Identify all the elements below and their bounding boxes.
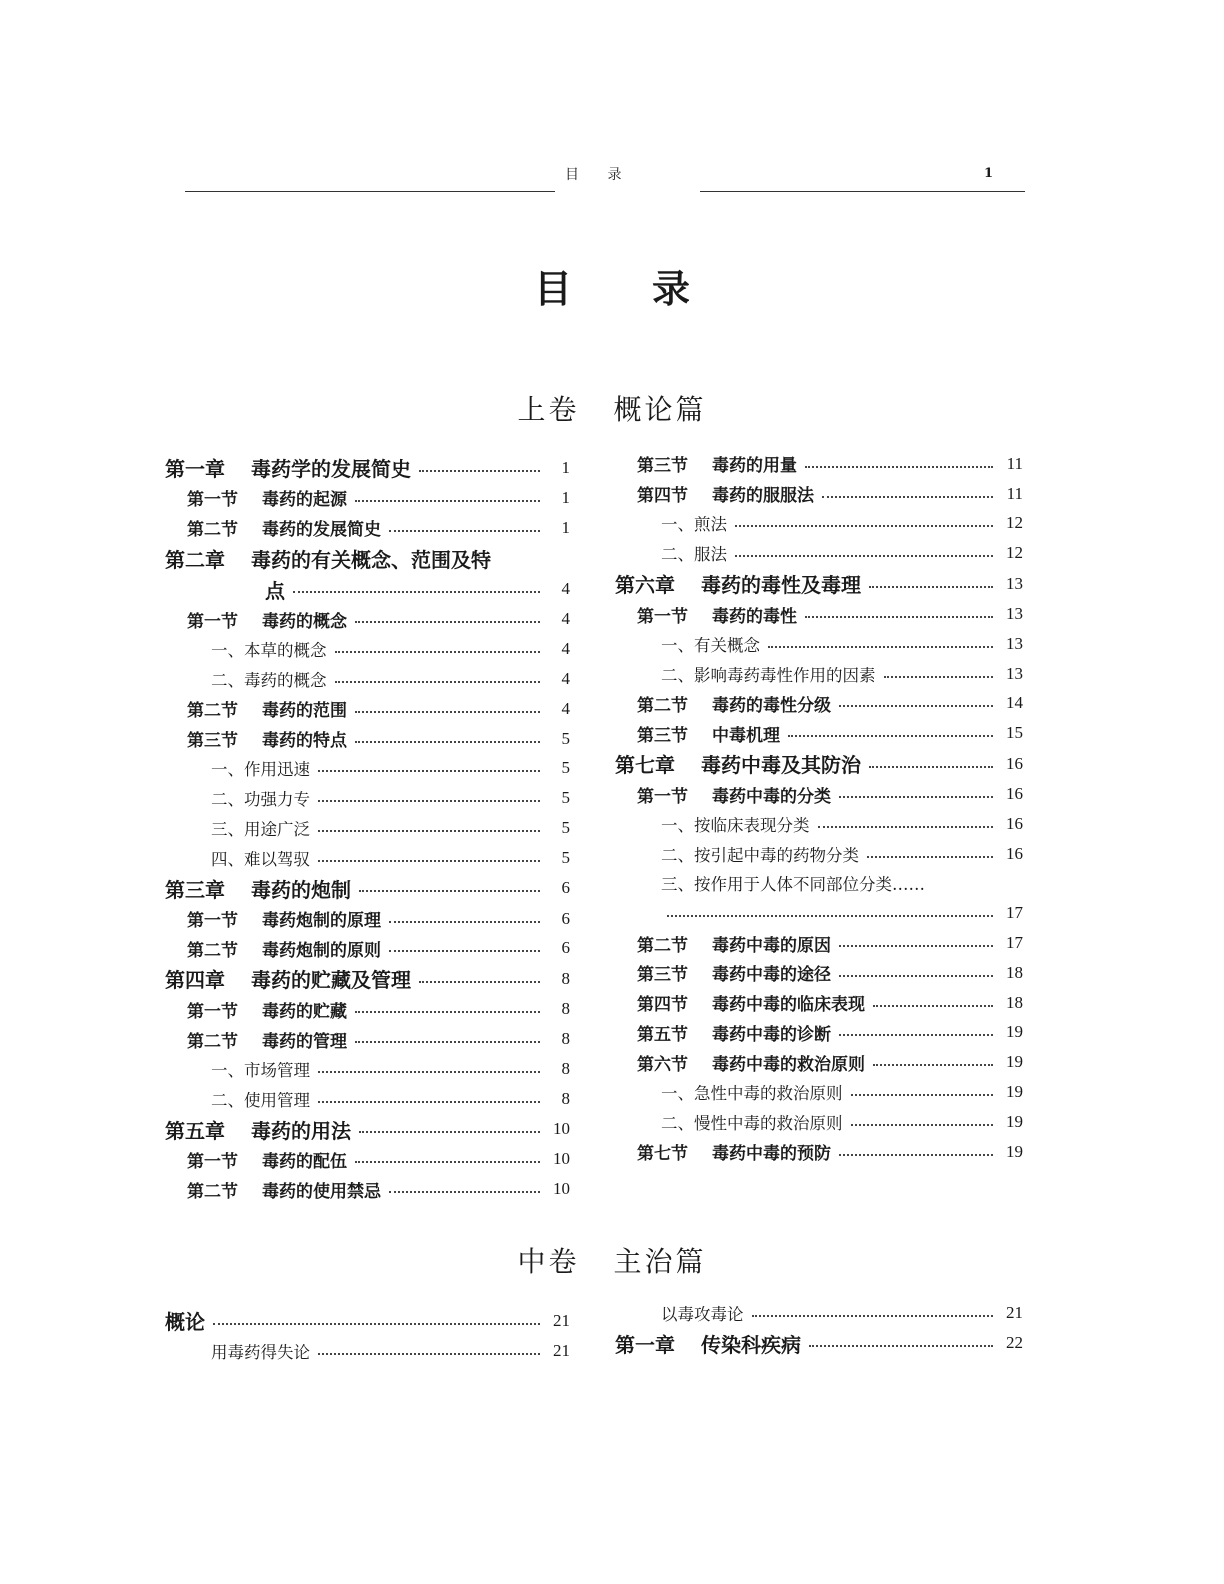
toc-entry-page: 4	[561, 609, 570, 629]
toc-entry-page: 8	[561, 968, 570, 988]
toc-entry	[165, 694, 570, 724]
dot-leader	[359, 890, 540, 892]
toc-entry-title: 毒药的使用禁忌	[262, 1181, 381, 1202]
part-label: 上卷	[517, 393, 580, 426]
toc-entry-page: 17	[1006, 933, 1023, 953]
toc-entry	[165, 483, 570, 513]
toc-entry-page: 5	[561, 728, 570, 748]
toc-entry-page: 10	[553, 1149, 570, 1169]
dot-leader	[851, 1124, 994, 1126]
toc-entry-title: 用毒药得失论	[211, 1342, 310, 1362]
toc-entry-title: 毒药的毒性	[712, 606, 797, 627]
dot-leader	[869, 586, 993, 588]
toc-entry-title: 二、影响毒药毒性作用的因素	[661, 665, 876, 685]
toc-entry-number: 第一节	[187, 611, 238, 632]
toc-entry	[165, 1054, 570, 1084]
toc-entry-title: 一、急性中毒的救治原则	[661, 1084, 843, 1104]
toc-entry-page: 21	[553, 1340, 570, 1360]
dot-leader	[355, 500, 540, 502]
toc-entry-title: 三、用途广泛	[211, 820, 310, 840]
toc-entry-page: 10	[553, 1179, 570, 1199]
toc-entry-number: 第二节	[187, 701, 238, 722]
toc-entry	[165, 873, 570, 904]
toc-entry-page: 5	[561, 847, 570, 867]
dot-leader	[213, 1323, 540, 1325]
toc-entry	[615, 718, 1023, 748]
toc-entry	[165, 452, 570, 483]
toc-entry-page: 16	[1006, 784, 1023, 804]
toc-entry-number: 第四章	[165, 968, 225, 993]
toc-column-middle-left	[165, 1305, 570, 1366]
toc-entry-number: 第二章	[165, 547, 225, 572]
dot-leader	[884, 676, 994, 678]
toc-entry	[615, 1018, 1023, 1048]
toc-entry-page: 4	[561, 669, 570, 689]
dot-leader	[293, 591, 540, 593]
toc-entry	[165, 1174, 570, 1204]
toc-column-upper-right	[615, 449, 1023, 1167]
toc-entry-title: 一、按临床表现分类	[661, 815, 810, 835]
toc-entry	[165, 1305, 570, 1336]
toc-entry	[615, 629, 1023, 659]
dot-leader	[667, 915, 993, 917]
page-title: 目录	[533, 266, 770, 311]
dot-leader	[869, 766, 993, 768]
toc-entry	[165, 783, 570, 813]
toc-entry	[165, 1084, 570, 1114]
toc-entry	[165, 1114, 570, 1145]
toc-entry	[165, 543, 570, 574]
toc-entry-page: 15	[1006, 723, 1023, 743]
dot-leader	[389, 530, 540, 532]
toc-entry	[615, 1077, 1023, 1107]
toc-entry-number: 第一章	[615, 1332, 675, 1357]
dot-leader	[419, 981, 540, 983]
toc-entry-title: 毒药炮制的原理	[262, 911, 381, 932]
dot-leader	[355, 741, 540, 743]
dot-leader	[355, 1011, 540, 1013]
dot-leader	[355, 621, 540, 623]
toc-entry	[615, 869, 1023, 899]
dot-leader	[768, 646, 993, 648]
toc-entry-page: 1	[561, 517, 570, 537]
toc-entry-page: 11	[1006, 483, 1023, 503]
toc-entry	[615, 1107, 1023, 1137]
toc-entry-page: 14	[1006, 693, 1023, 713]
toc-entry	[615, 748, 1023, 779]
toc-entry-page: 13	[1006, 573, 1023, 593]
toc-entry	[165, 605, 570, 635]
toc-entry-title: 毒药的管理	[262, 1031, 347, 1052]
toc-entry-title: 毒药的服服法	[712, 486, 814, 507]
dot-leader	[389, 921, 540, 923]
toc-entry	[615, 479, 1023, 509]
toc-entry-page: 21	[553, 1310, 570, 1330]
toc-entry-number: 第三节	[637, 456, 688, 477]
dot-leader	[839, 705, 993, 707]
dot-leader	[318, 1353, 540, 1355]
toc-entry-number: 第二节	[187, 1181, 238, 1202]
toc-entry-page: 13	[1006, 663, 1023, 683]
toc-entry	[615, 779, 1023, 809]
toc-entry-page: 4	[561, 698, 570, 718]
dot-leader	[873, 1064, 993, 1066]
toc-entry	[165, 934, 570, 964]
toc-entry-number: 第五章	[165, 1118, 225, 1143]
dot-leader	[355, 1041, 540, 1043]
toc-entry-page: 16	[1006, 813, 1023, 833]
toc-entry-number: 第三章	[165, 877, 225, 902]
toc-entry-title: 二、功强力专	[211, 790, 310, 810]
toc-entry	[165, 754, 570, 784]
toc-entry-number: 第七章	[615, 753, 675, 778]
toc-entry	[615, 988, 1023, 1018]
toc-entry	[165, 963, 570, 994]
toc-entry-page: 19	[1006, 1052, 1023, 1072]
toc-entry	[615, 689, 1023, 719]
toc-entry	[165, 574, 570, 605]
toc-entry	[615, 1137, 1023, 1167]
toc-entry-title: 一、煎法	[661, 515, 727, 535]
toc-entry	[615, 509, 1023, 539]
dot-leader	[735, 555, 993, 557]
toc-entry-page: 22	[1006, 1333, 1023, 1353]
toc-entry-page: 16	[1006, 843, 1023, 863]
dot-leader	[839, 975, 993, 977]
dot-leader	[318, 860, 540, 862]
toc-entry-title: 毒药中毒的救治原则	[712, 1054, 865, 1075]
toc-entry-title: 毒药学的发展简史	[251, 457, 411, 481]
toc-entry	[615, 928, 1023, 958]
dot-leader	[818, 826, 994, 828]
toc-entry	[615, 809, 1023, 839]
toc-entry-number: 第二节	[637, 935, 688, 956]
toc-entry-page: 1	[561, 487, 570, 507]
toc-entry-page: 8	[561, 999, 570, 1019]
toc-entry-title: 毒药中毒的诊断	[712, 1024, 831, 1045]
toc-entry-page: 4	[561, 579, 570, 599]
toc-entry-page: 1	[561, 457, 570, 477]
dot-leader	[389, 1191, 540, 1193]
dot-leader	[318, 1101, 540, 1103]
dot-leader	[867, 856, 993, 858]
toc-entry-page: 13	[1006, 633, 1023, 653]
running-header-page-number: 1	[983, 166, 993, 181]
toc-entry-page: 6	[561, 908, 570, 928]
running-header	[185, 164, 1025, 196]
toc-entry-number: 第四节	[637, 995, 688, 1016]
toc-entry-title: 概论	[165, 1310, 205, 1334]
dot-leader	[389, 950, 540, 952]
toc-entry-number: 第一章	[165, 457, 225, 481]
toc-entry-page: 10	[553, 1119, 570, 1139]
toc-entry-title: 毒药的有关概念、范围及特	[251, 547, 491, 572]
toc-entry-title: 毒药的毒性及毒理	[701, 573, 861, 598]
toc-entry-number: 第三节	[637, 725, 688, 746]
toc-entry-page: 8	[561, 1058, 570, 1078]
toc-entry-title: 传染科疾病	[701, 1332, 801, 1357]
part-name: 主治篇	[613, 1245, 707, 1278]
toc-entry-number: 第三节	[187, 731, 238, 752]
toc-entry-number: 第一节	[187, 1151, 238, 1172]
toc-entry-page: 8	[561, 1088, 570, 1108]
dot-leader	[318, 1071, 540, 1073]
toc-entry-title: 毒药的范围	[262, 701, 347, 722]
toc-entry-title: 毒药的概念	[262, 611, 347, 632]
toc-entry	[165, 1336, 570, 1366]
dot-leader	[359, 1131, 540, 1133]
dot-leader	[318, 800, 540, 802]
dot-leader	[355, 1161, 540, 1163]
toc-entry-page: 13	[1006, 604, 1023, 624]
toc-entry-number: 第一节	[637, 786, 688, 807]
toc-entry-title: 毒药的配伍	[262, 1151, 347, 1172]
toc-entry	[615, 568, 1023, 599]
part-label: 中卷	[517, 1245, 580, 1278]
header-rule-right	[700, 191, 1025, 192]
dot-leader	[805, 616, 993, 618]
toc-entry	[165, 664, 570, 694]
toc-entry-page: 6	[561, 938, 570, 958]
toc-entry-page: 17	[1006, 903, 1023, 923]
toc-entry-page: 21	[1006, 1302, 1023, 1322]
toc-entry-title: 毒药炮制的原则	[262, 940, 381, 961]
toc-entry-title: 一、本草的概念	[211, 641, 327, 661]
toc-entry-title: 三、按作用于人体不同部位分类……	[661, 875, 925, 895]
toc-entry	[165, 813, 570, 843]
toc-entry-page: 19	[1006, 1111, 1023, 1131]
dot-leader	[839, 1154, 993, 1156]
toc-entry	[615, 538, 1023, 568]
toc-entry-page: 8	[561, 1029, 570, 1049]
toc-entry-page: 18	[1006, 992, 1023, 1012]
toc-entry-page: 16	[1006, 753, 1023, 773]
toc-entry-page: 19	[1006, 1141, 1023, 1161]
dot-leader	[318, 830, 540, 832]
dot-leader	[735, 525, 993, 527]
dot-leader	[805, 466, 993, 468]
toc-entry-number: 第四节	[637, 486, 688, 507]
toc-entry	[165, 843, 570, 873]
toc-entry-title: 毒药的特点	[262, 731, 347, 752]
header-rule-left	[185, 191, 555, 192]
toc-entry-title: 二、慢性中毒的救治原则	[661, 1113, 843, 1133]
toc-entry-page: 12	[1006, 513, 1023, 533]
toc-entry-number: 第六节	[637, 1054, 688, 1075]
toc-entry-number: 第一节	[187, 911, 238, 932]
toc-entry-title: 毒药中毒的分类	[712, 786, 831, 807]
toc-entry	[615, 659, 1023, 689]
toc-entry-number: 第二节	[187, 1031, 238, 1052]
toc-column-upper-left	[165, 452, 570, 1204]
toc-entry-number: 第一节	[187, 1001, 238, 1022]
toc-entry-page: 11	[1006, 453, 1023, 473]
toc-entry	[165, 513, 570, 543]
dot-leader	[851, 1094, 994, 1096]
toc-entry-number: 第五节	[637, 1024, 688, 1045]
toc-entry-title: 以毒攻毒论	[661, 1304, 744, 1324]
part-heading-middle	[0, 1240, 1224, 1280]
dot-leader	[752, 1315, 994, 1317]
toc-entry-page: 4	[561, 639, 570, 659]
toc-entry-number: 第三节	[637, 965, 688, 986]
dot-leader	[318, 770, 540, 772]
toc-entry-page: 6	[561, 878, 570, 898]
dot-leader	[839, 796, 993, 798]
toc-entry-page: 5	[561, 818, 570, 838]
toc-entry-title: 中毒机理	[712, 725, 780, 746]
dot-leader	[839, 945, 993, 947]
part-heading-upper	[0, 388, 1224, 428]
toc-entry-title: 毒药的发展简史	[262, 520, 381, 541]
toc-entry	[615, 1328, 1023, 1359]
toc-entry-title: 二、毒药的概念	[211, 671, 327, 691]
toc-entry-number: 第六章	[615, 573, 675, 598]
toc-entry-title: 毒药中毒的原因	[712, 935, 831, 956]
toc-entry-title: 四、难以驾驭	[211, 849, 310, 869]
toc-entry-page: 19	[1006, 1022, 1023, 1042]
toc-entry-page: 12	[1006, 543, 1023, 563]
toc-entry-page: 5	[561, 758, 570, 778]
toc-entry-number: 第二节	[187, 940, 238, 961]
toc-entry-title: 毒药的毒性分级	[712, 695, 831, 716]
toc-entry-title: 一、市场管理	[211, 1060, 310, 1080]
toc-entry-title: 点	[265, 578, 285, 603]
toc-entry	[165, 1024, 570, 1054]
toc-entry-title: 毒药的贮藏及管理	[251, 968, 411, 993]
toc-entry	[165, 724, 570, 754]
toc-entry	[165, 1145, 570, 1175]
toc-entry-title: 毒药的贮藏	[262, 1001, 347, 1022]
dot-leader	[809, 1345, 993, 1347]
dot-leader	[419, 470, 540, 472]
toc-entry-title: 毒药中毒的预防	[712, 1144, 831, 1165]
dot-leader	[335, 681, 541, 683]
toc-entry	[615, 898, 1023, 928]
toc-entry-title: 毒药的炮制	[251, 877, 351, 902]
dot-leader	[788, 735, 993, 737]
toc-entry-title: 毒药的用法	[251, 1118, 351, 1143]
dot-leader	[355, 711, 540, 713]
toc-entry-number: 第七节	[637, 1144, 688, 1165]
toc-entry-number: 第二节	[637, 695, 688, 716]
toc-entry-page: 5	[561, 788, 570, 808]
toc-column-middle-right	[615, 1298, 1023, 1359]
toc-entry-page: 19	[1006, 1082, 1023, 1102]
toc-entry	[615, 1047, 1023, 1077]
toc-entry-number: 第一节	[187, 490, 238, 511]
toc-entry-page: 18	[1006, 962, 1023, 982]
toc-entry	[615, 1298, 1023, 1328]
toc-entry-title: 二、服法	[661, 545, 727, 565]
dot-leader	[839, 1034, 993, 1036]
toc-entry-number: 第一节	[637, 606, 688, 627]
toc-entry-number: 第二节	[187, 520, 238, 541]
toc-entry-title: 毒药中毒的临床表现	[712, 995, 865, 1016]
toc-entry	[615, 958, 1023, 988]
toc-entry-title: 一、有关概念	[661, 635, 760, 655]
toc-entry-title: 毒药中毒的途径	[712, 965, 831, 986]
toc-entry-title: 一、作用迅速	[211, 760, 310, 780]
toc-entry	[165, 904, 570, 934]
dot-leader	[873, 1005, 993, 1007]
dot-leader	[335, 651, 541, 653]
toc-entry	[615, 839, 1023, 869]
dot-leader	[822, 496, 993, 498]
part-name: 概论篇	[613, 393, 707, 426]
toc-entry-title: 毒药的用量	[712, 456, 797, 477]
toc-entry	[615, 599, 1023, 629]
running-header-title: 目 录	[565, 167, 634, 183]
toc-entry-title: 毒药的起源	[262, 490, 347, 511]
toc-entry-title: 二、使用管理	[211, 1090, 310, 1110]
toc-entry-title: 二、按引起中毒的药物分类	[661, 845, 859, 865]
toc-entry	[165, 634, 570, 664]
toc-entry	[165, 994, 570, 1024]
toc-entry	[615, 449, 1023, 479]
toc-entry-title: 毒药中毒及其防治	[701, 753, 861, 778]
